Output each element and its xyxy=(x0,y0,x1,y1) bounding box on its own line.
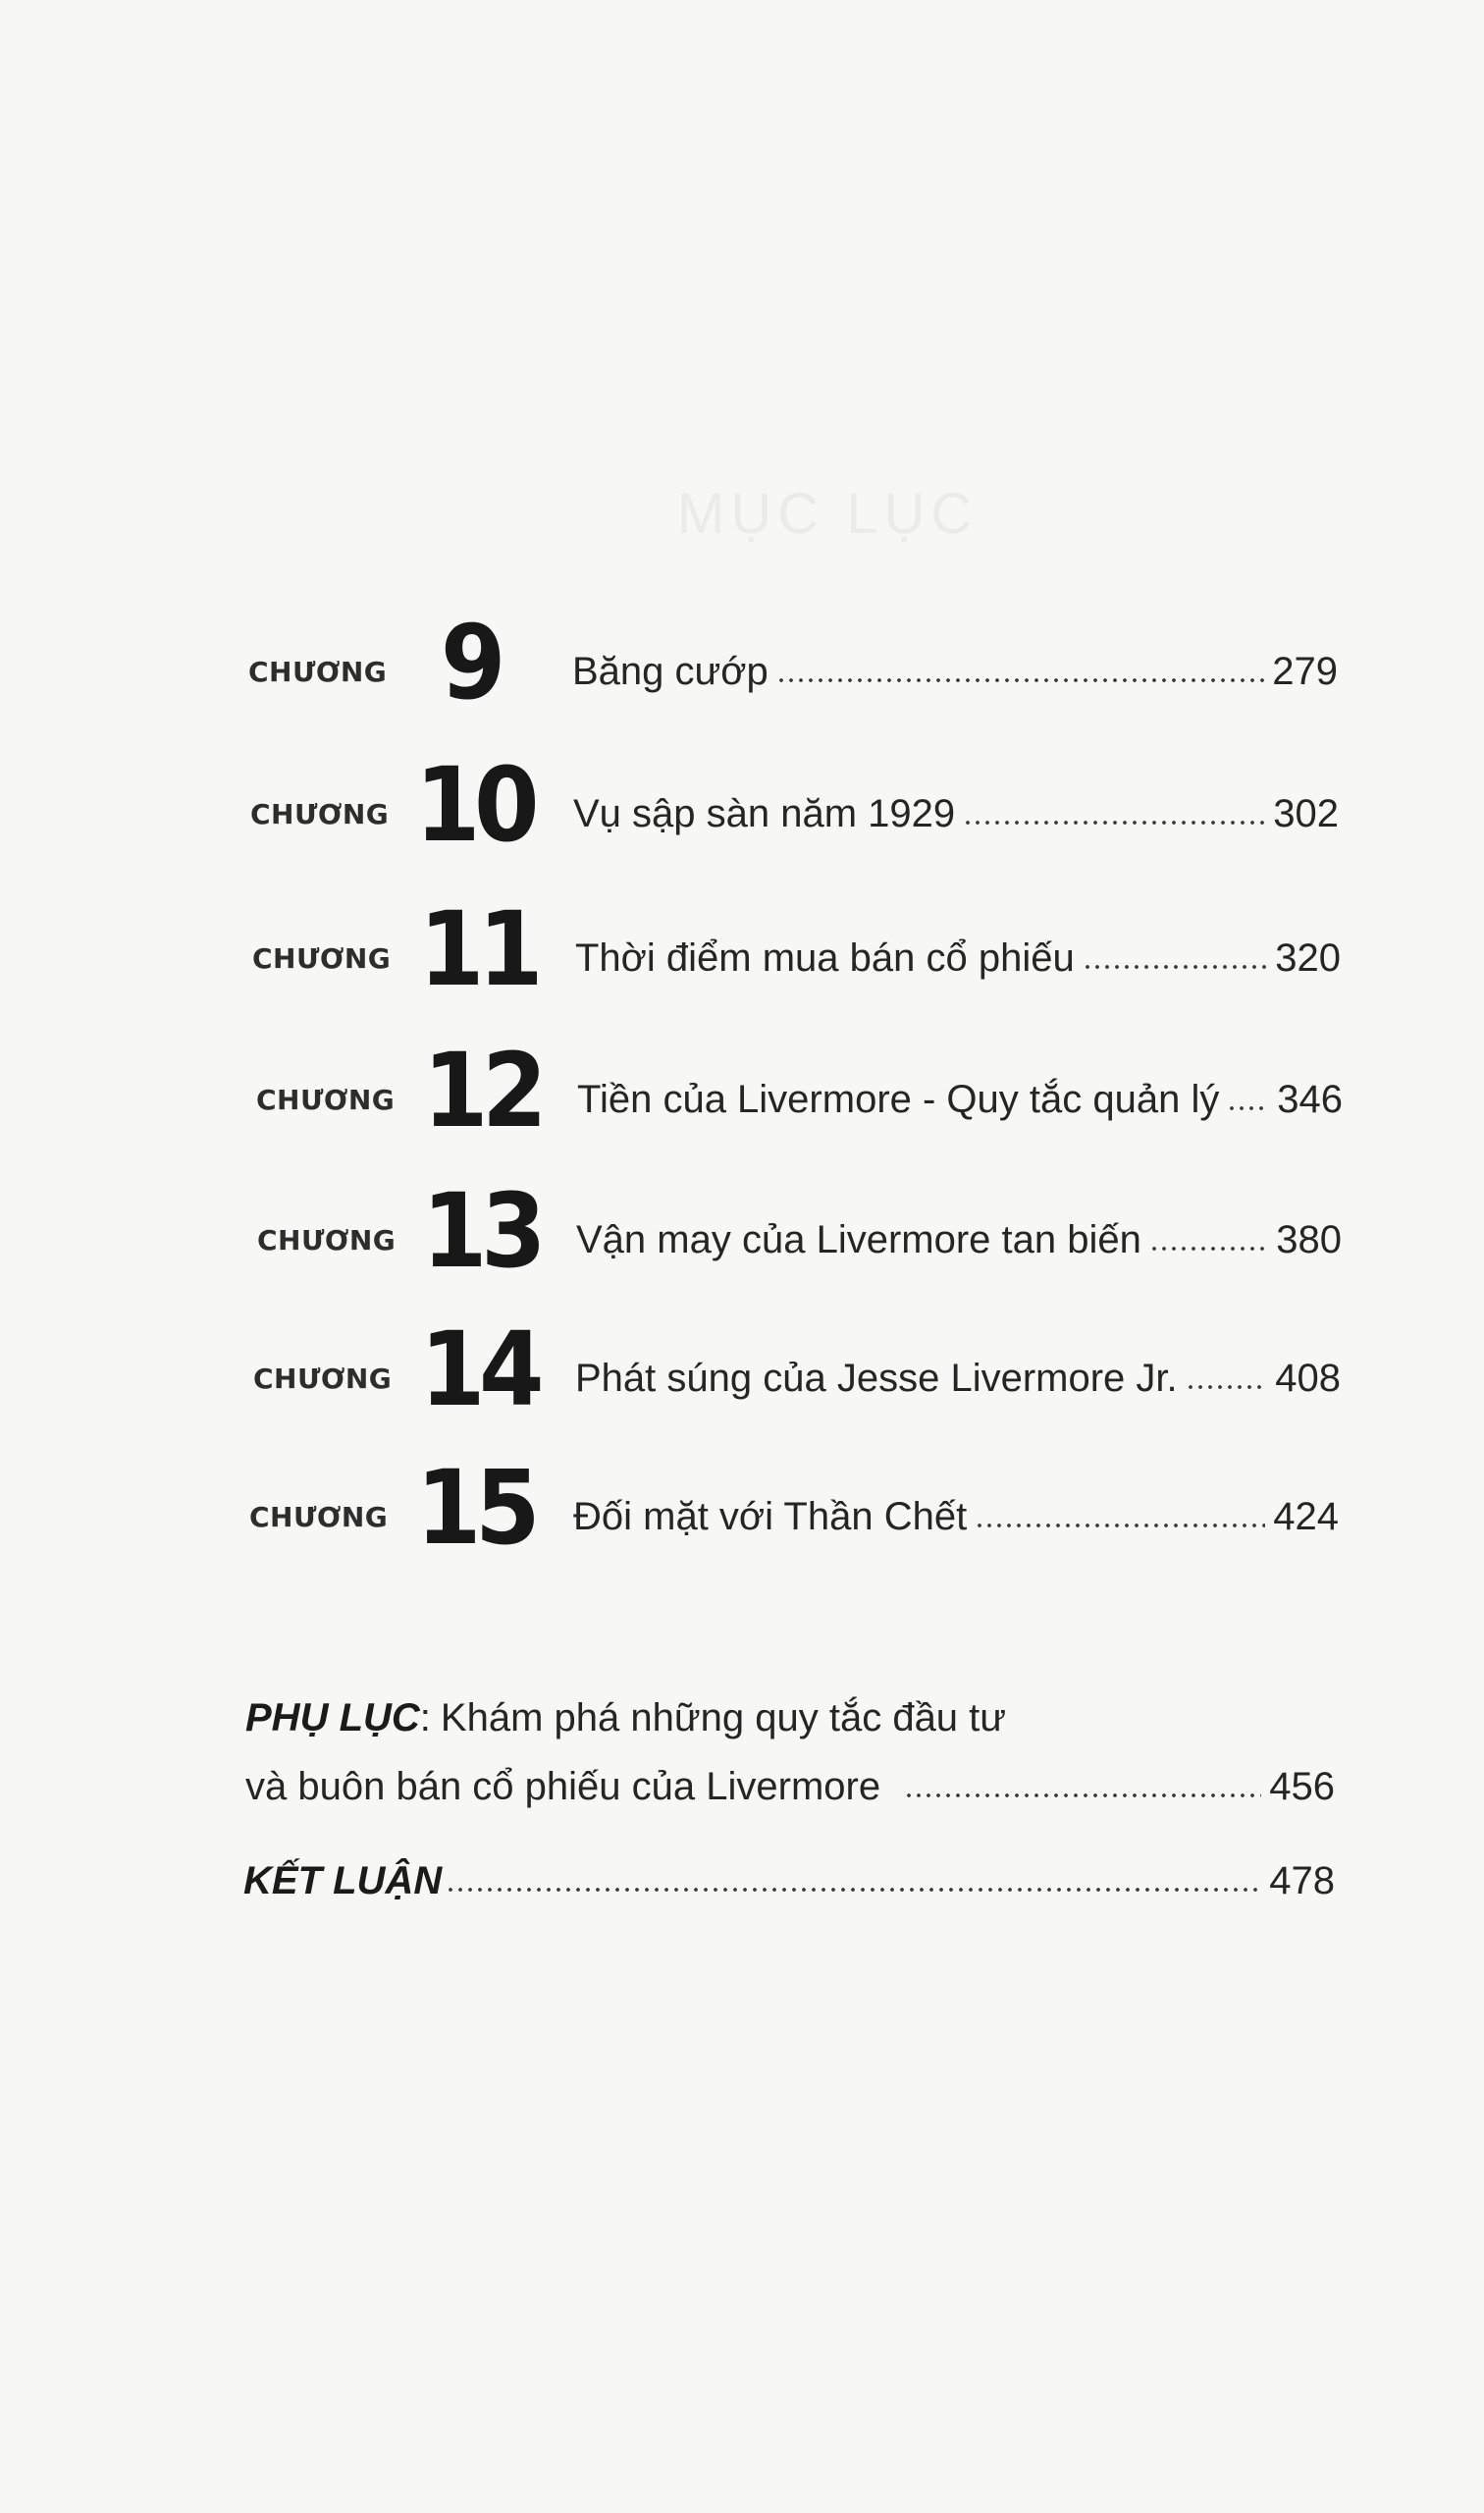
page-number: 424 xyxy=(1273,1495,1339,1538)
appendix-title-line-2: và buôn bán cổ phiếu của Livermore xyxy=(245,1765,881,1808)
chapter-label: CHƯƠNG xyxy=(252,942,392,975)
dot-leader xyxy=(1227,1106,1269,1110)
page-number: 279 xyxy=(1272,650,1338,693)
page-number: 302 xyxy=(1273,792,1339,835)
chapter-number: 11 xyxy=(418,889,538,1009)
ghost-page-title: MỤC LỤC xyxy=(677,482,979,546)
conclusion-line[interactable] xyxy=(243,1857,1335,1904)
appendix-label: PHỤ LỤC xyxy=(245,1696,420,1739)
toc-entry[interactable] xyxy=(572,648,1338,695)
chapter-number: 9 xyxy=(440,603,501,722)
toc-entry[interactable] xyxy=(575,935,1341,982)
conclusion-label: KẾT LUẬN xyxy=(243,1859,443,1902)
chapter-number: 10 xyxy=(414,745,534,865)
dot-leader xyxy=(975,1524,1265,1527)
chapter-title: Phát súng của Jesse Livermore Jr. xyxy=(575,1357,1178,1400)
chapter-label: CHƯƠNG xyxy=(256,1084,396,1116)
appendix-page-number: 456 xyxy=(1269,1765,1335,1808)
conclusion-page-number: 478 xyxy=(1269,1859,1335,1902)
chapter-number: 12 xyxy=(422,1031,542,1150)
dot-leader xyxy=(446,1888,1261,1892)
chapter-number: 15 xyxy=(415,1448,535,1568)
dot-leader xyxy=(1186,1385,1268,1389)
appendix-title-line-1: Khám phá những quy tắc đầu tư xyxy=(440,1696,1007,1739)
toc-entry[interactable] xyxy=(573,1493,1339,1540)
chapter-title: Thời điểm mua bán cổ phiếu xyxy=(575,936,1075,980)
page-number: 320 xyxy=(1275,936,1341,980)
dot-leader xyxy=(1083,965,1268,969)
chapter-number: 14 xyxy=(419,1310,539,1429)
chapter-title: Băng cướp xyxy=(572,650,768,693)
chapter-label: CHƯƠNG xyxy=(249,1501,389,1533)
toc-entry[interactable] xyxy=(573,790,1339,837)
page-number: 380 xyxy=(1276,1218,1342,1261)
dot-leader xyxy=(776,678,1264,682)
toc-entry[interactable] xyxy=(577,1076,1343,1123)
chapter-title: Vận may của Livermore tan biến xyxy=(576,1218,1141,1261)
page-number: 346 xyxy=(1277,1078,1343,1121)
toc-entry[interactable] xyxy=(576,1216,1342,1263)
chapter-label: CHƯƠNG xyxy=(250,798,390,830)
chapter-title: Tiền của Livermore - Quy tắc quản lý xyxy=(577,1078,1220,1121)
appendix-line-1[interactable] xyxy=(245,1694,1011,1741)
chapter-title: Đối mặt với Thần Chết xyxy=(573,1495,968,1538)
appendix-line-2[interactable] xyxy=(245,1763,1335,1810)
chapter-label: CHƯƠNG xyxy=(253,1363,393,1395)
chapter-number: 13 xyxy=(421,1171,541,1291)
appendix-separator: : xyxy=(419,1696,431,1739)
dot-leader xyxy=(963,821,1265,825)
toc-entry[interactable] xyxy=(575,1355,1341,1402)
page-number: 408 xyxy=(1275,1357,1341,1400)
dot-leader xyxy=(1149,1247,1268,1251)
chapter-title: Vụ sập sàn năm 1929 xyxy=(573,792,956,835)
chapter-label: CHƯƠNG xyxy=(257,1224,397,1256)
chapter-label: CHƯƠNG xyxy=(248,656,388,688)
dot-leader xyxy=(904,1793,1261,1797)
